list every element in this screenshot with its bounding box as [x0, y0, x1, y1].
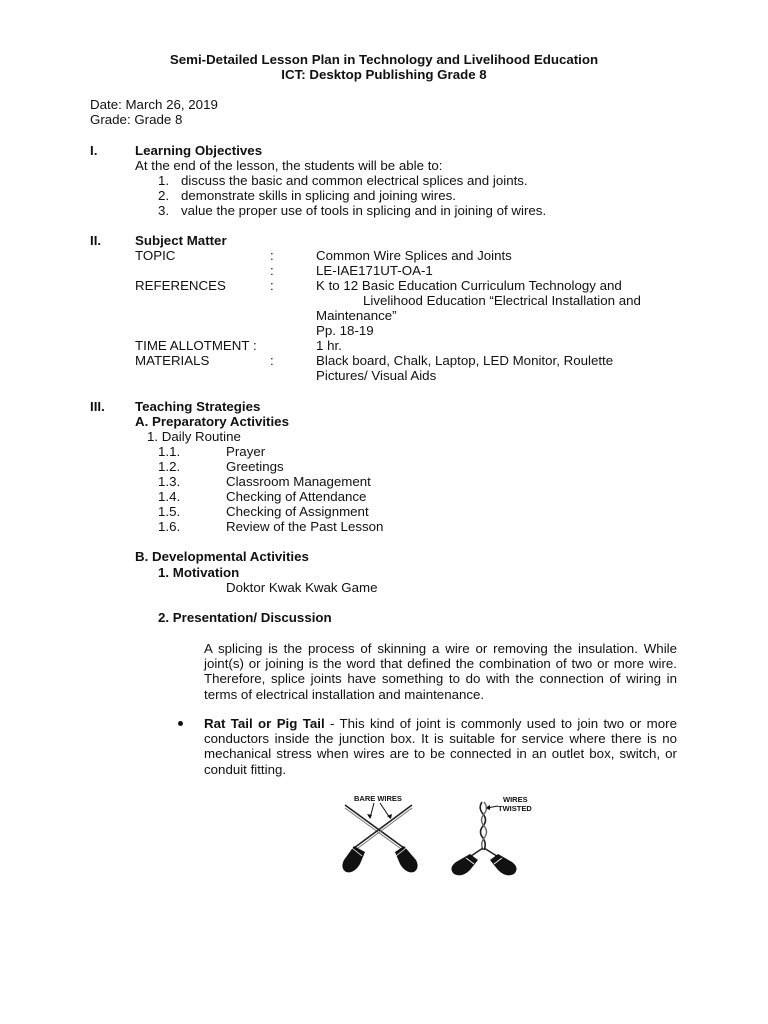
routine-text: Classroom Management [226, 474, 371, 489]
routine-number: 1.3. [158, 474, 181, 489]
routine-text: Review of the Past Lesson [226, 519, 384, 534]
time-allotment-label: TIME ALLOTMENT : [135, 338, 257, 353]
document-title-line-1: Semi-Detailed Lesson Plan in Technology and Livelihood Education [169, 52, 599, 67]
rat-tail-bullet [204, 716, 677, 777]
section-2-heading: Subject Matter [135, 233, 227, 248]
routine-text: Checking of Attendance [226, 489, 367, 504]
references-continuation-2: Maintenance” [316, 308, 397, 323]
routine-number: 1.1. [158, 444, 181, 459]
objective-text: value the proper use of tools in splicing and in joining of wires. [181, 203, 547, 218]
code-colon: : [270, 263, 274, 278]
materials-value-2: Pictures/ Visual Aids [316, 368, 437, 383]
section-1-number: I. [90, 143, 98, 158]
routine-text: Prayer [226, 444, 266, 459]
date-line: Date: March 26, 2019 [90, 97, 218, 112]
objective-number: 3. [158, 203, 170, 218]
materials-colon: : [270, 353, 274, 368]
references-colon: : [270, 278, 274, 293]
wires-twisted-label-2: TWISTED [498, 804, 532, 813]
references-continuation: Livelihood Education “Electrical Installation and [363, 293, 641, 308]
objective-number: 1. [158, 173, 170, 188]
routine-number: 1.6. [158, 519, 181, 534]
references-label: REFERENCES [135, 278, 226, 293]
time-allotment-value: 1 hr. [316, 338, 342, 353]
section-3-heading: Teaching Strategies [135, 399, 261, 414]
code-value: LE-IAE171UT-OA-1 [316, 263, 433, 278]
objective-text: discuss the basic and common electrical splices and joints. [181, 173, 528, 188]
routine-text: Greetings [226, 459, 284, 474]
splicing-paragraph: A splicing is the process of skinning a wire or removing the insulation. While joint(s) or joining is the word that defined the combination of two or more wire. Therefore, splice joints have something to do with the connection of wiring in terms of electrical installation and maintenance. [204, 641, 677, 702]
objective-text: demonstrate skills in splicing and joining wires. [181, 188, 456, 203]
twisted-wires-illustration [451, 795, 532, 875]
grade-line: Grade: Grade 8 [90, 112, 183, 127]
bullet-icon [178, 721, 183, 726]
subsection-a-heading: A. Preparatory Activities [135, 414, 289, 429]
section-3-number: III. [90, 399, 105, 414]
document-title-line-2: ICT: Desktop Publishing Grade 8 [281, 67, 487, 82]
routine-text: Checking of Assignment [226, 504, 369, 519]
topic-label: TOPIC [135, 248, 176, 263]
daily-routine-heading: 1. Daily Routine [147, 429, 241, 444]
objectives-intro: At the end of the lesson, the students will be able to: [135, 158, 443, 173]
wires-twisted-label-1: WIRES [503, 795, 528, 804]
routine-number: 1.2. [158, 459, 181, 474]
materials-label: MATERIALS [135, 353, 210, 368]
motivation-text: Doktor Kwak Kwak Game [226, 580, 378, 595]
rat-tail-term: Rat Tail or Pig Tail [204, 716, 325, 731]
materials-value: Black board, Chalk, Laptop, LED Monitor, Roulette [316, 353, 614, 368]
bare-wires-illustration [342, 794, 417, 872]
topic-value: Common Wire Splices and Joints [316, 248, 512, 263]
rat-tail-description: - This kind of joint is commonly used to join two or more conductors inside the junction box. It is suitable for service where there is no mechanical stress when wires are to be connected in an outlet box, switch, or conduit fitting. [204, 716, 677, 777]
presentation-heading: 2. Presentation/ Discussion [158, 610, 332, 625]
routine-number: 1.5. [158, 504, 181, 519]
bare-wires-label: BARE WIRES [354, 794, 402, 803]
references-value: K to 12 Basic Education Curriculum Technology and [316, 278, 622, 293]
section-1-heading: Learning Objectives [135, 143, 263, 158]
subsection-b-heading: B. Developmental Activities [135, 549, 309, 564]
objective-number: 2. [158, 188, 170, 203]
wire-joint-figure [340, 788, 560, 880]
routine-number: 1.4. [158, 489, 181, 504]
topic-colon: : [270, 248, 274, 263]
section-2-number: II. [90, 233, 102, 248]
motivation-heading: 1. Motivation [158, 565, 240, 580]
references-pages: Pp. 18-19 [316, 323, 374, 338]
